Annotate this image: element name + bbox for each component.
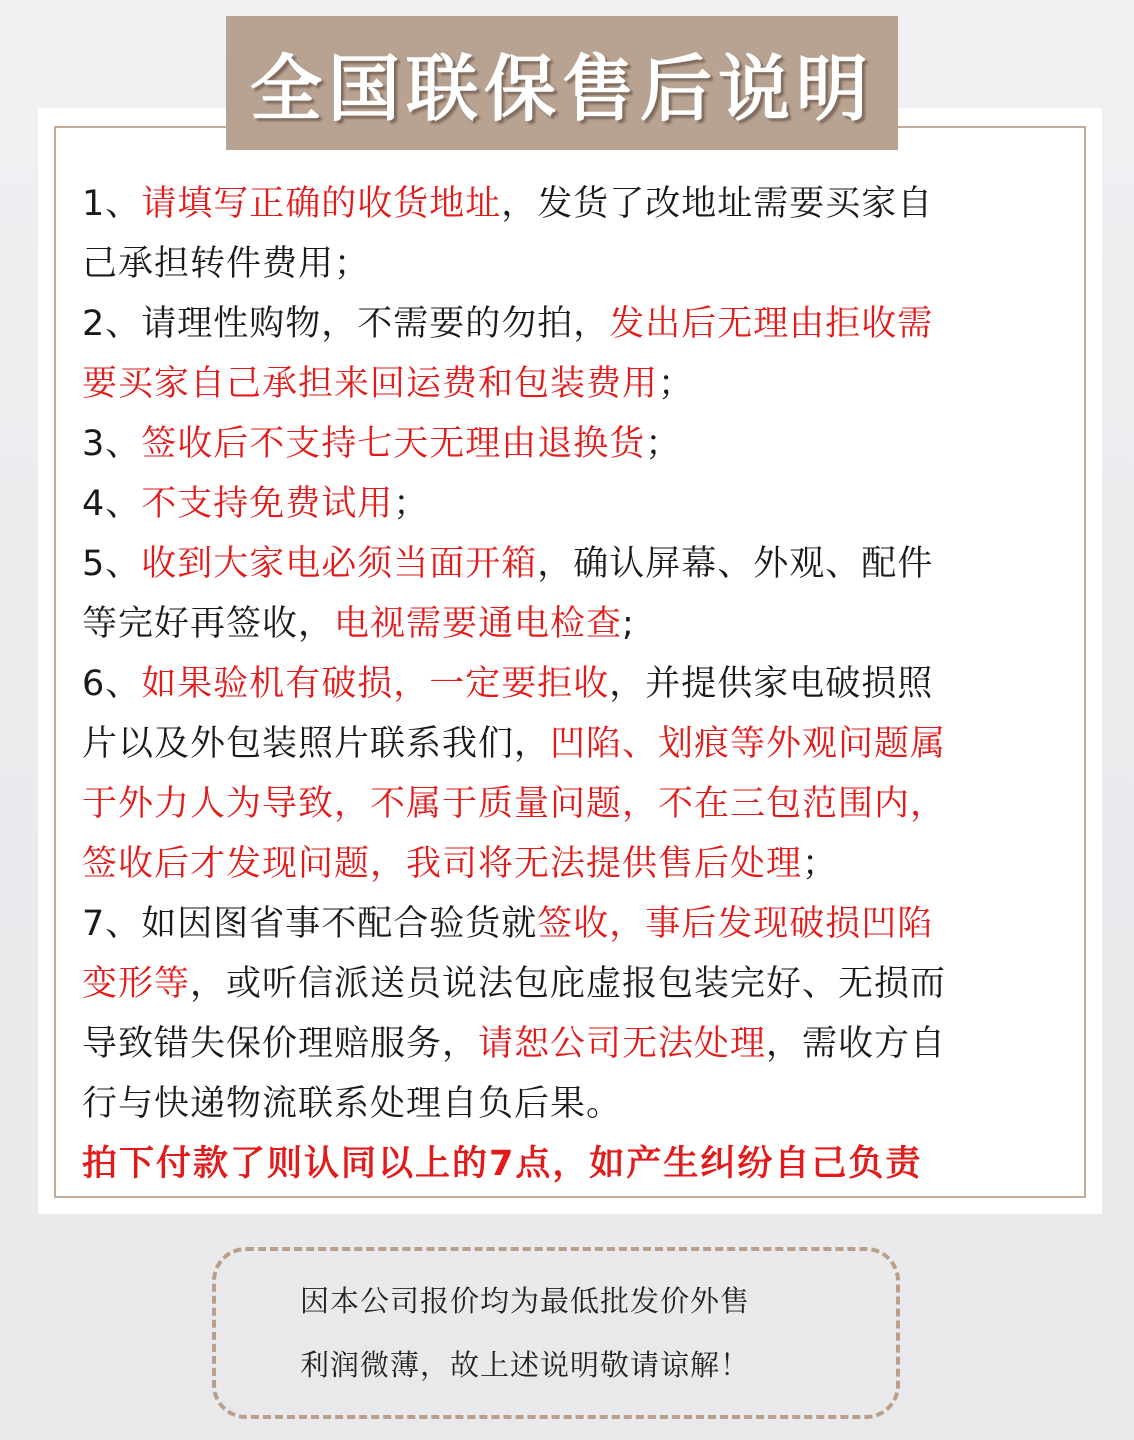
rule-text-highlight: 请恕公司无法处理 bbox=[478, 1024, 767, 1064]
rule-text: ，确认屏幕、外观、配件 bbox=[537, 544, 934, 584]
rule-text: 等完好再签收， bbox=[82, 604, 335, 644]
rule-line bbox=[82, 714, 1072, 774]
rule-line bbox=[82, 654, 1072, 714]
rule-text-highlight: 收到大家电必须当面开箱 bbox=[141, 544, 538, 584]
rule-text: 导致错失保价理赔服务， bbox=[82, 1024, 479, 1064]
rule-line bbox=[82, 414, 1072, 474]
rule-text-highlight: 电视需要通电检查 bbox=[334, 604, 623, 644]
rule-text-highlight: 凹陷、划痕等外观问题属 bbox=[550, 724, 947, 764]
rule-text: 3、 bbox=[82, 424, 142, 464]
rule-text: 4、 bbox=[82, 484, 142, 524]
rule-text: 5、 bbox=[82, 544, 142, 584]
rule-text-highlight: 变形等 bbox=[82, 964, 191, 1004]
rule-text: ，并提供家电破损照 bbox=[609, 664, 934, 704]
rule-text: ； bbox=[658, 364, 695, 404]
rules-list bbox=[82, 174, 1072, 1194]
rule-text-highlight: 签收后不支持七天无理由退换货 bbox=[141, 424, 646, 464]
rule-text: ; bbox=[622, 604, 635, 644]
rule-line bbox=[82, 1014, 1072, 1074]
rule-line bbox=[82, 474, 1072, 534]
rule-text-highlight: 签收，事后发现破损凹陷 bbox=[537, 904, 934, 944]
footer-statement: 拍下付款了则认同以上的7点，如产生纠纷自己负责 bbox=[82, 1144, 923, 1184]
page-title: 全国联保售后说明 bbox=[249, 46, 874, 131]
title-banner bbox=[226, 16, 898, 150]
rule-text: ； bbox=[393, 484, 430, 524]
rule-text-highlight: 发出后无理由拒收需 bbox=[609, 304, 934, 344]
rule-text: 1、 bbox=[82, 184, 142, 224]
rule-text-highlight: 于外力人为导致，不属于质量问题，不在三包范围内， bbox=[82, 784, 947, 824]
rule-text: ； bbox=[645, 424, 682, 464]
rule-text: 6、 bbox=[82, 664, 142, 704]
rule-text: ，需收方自 bbox=[766, 1024, 947, 1064]
rule-text: ，发货了改地址需要买家自 bbox=[501, 184, 934, 224]
rule-line bbox=[82, 954, 1072, 1014]
rule-text-highlight: 如果验机有破损，一定要拒收 bbox=[141, 664, 610, 704]
rule-line bbox=[82, 594, 1072, 654]
rule-line bbox=[82, 534, 1072, 594]
rule-text: 7、如因图省事不配合验货就 bbox=[82, 904, 538, 944]
rule-text: ，或听信派送员说法包庇虚报包装完好、无损而 bbox=[190, 964, 947, 1004]
note-box bbox=[212, 1247, 900, 1419]
rule-text-highlight: 签收后才发现问题，我司将无法提供售后处理 bbox=[82, 844, 803, 884]
rule-text-highlight: 请填写正确的收货地址 bbox=[141, 184, 502, 224]
rule-line bbox=[82, 294, 1072, 354]
note-line-1: 因本公司报价均为最低批发价外售 bbox=[300, 1284, 751, 1318]
rule-text-highlight: 要买家自己承担来回运费和包装费用 bbox=[82, 364, 659, 404]
note-line-2: 利润微薄，故上述说明敬请谅解！ bbox=[300, 1348, 751, 1382]
rule-line bbox=[82, 1074, 1072, 1134]
rule-line bbox=[82, 234, 1072, 294]
rule-line bbox=[82, 354, 1072, 414]
rule-line bbox=[82, 834, 1072, 894]
rule-text: 2、请理性购物，不需要的勿拍， bbox=[82, 304, 610, 344]
rule-text: ； bbox=[802, 844, 839, 884]
rule-text-highlight: 不支持免费试用 bbox=[141, 484, 394, 524]
rule-line bbox=[82, 174, 1072, 234]
rule-line bbox=[82, 894, 1072, 954]
rule-line bbox=[82, 774, 1072, 834]
rule-text: 行与快递物流联系处理自负后果。 bbox=[82, 1084, 623, 1124]
rule-text: 己承担转件费用； bbox=[82, 244, 371, 284]
rule-text: 片以及外包装照片联系我们， bbox=[82, 724, 551, 764]
